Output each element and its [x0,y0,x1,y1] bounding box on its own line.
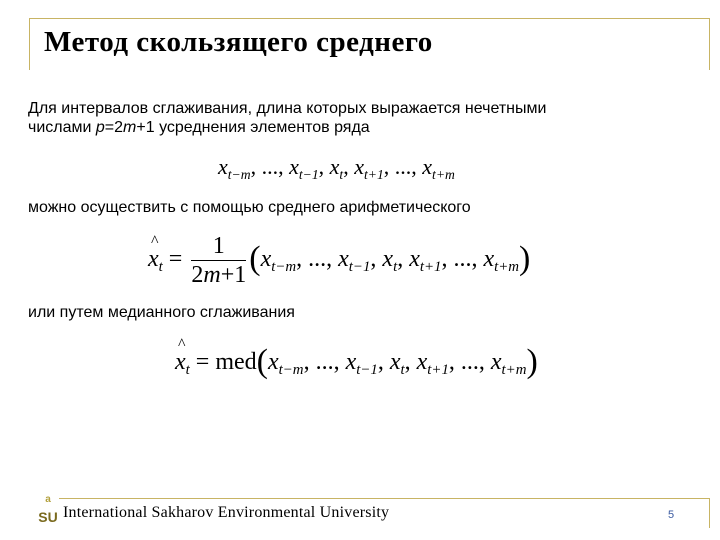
median-formula: ^ $x_t = med(x_{t-m}$, ..., $x_{t-1}$, $x_t$, $x_{t+1}$, ..., $x_{t+m}$) [175,343,538,381]
paragraph-1-line-1: Для интервалов сглаживания, длина которых выражается нечетными [28,100,547,117]
footer-frame-top [37,498,710,499]
paragraph-1 [28,99,546,137]
header-frame-top [29,18,710,19]
page-number: 5 [668,509,675,521]
organization-name: International Sakharov Environmental University [63,504,390,521]
p-formula-inline: p=2m+1 [95,119,155,136]
svg-text:SU: SU [38,509,58,525]
mean-formula: ^ $x_t$ = $\frac{1}{2m+1}$ ($x_{t-m}$, ..., $x_{t-1}$, $x_t$, $x_{t+1}$, ..., $x_{t+m}$) [148,232,530,290]
header-frame-right [709,18,710,70]
slide-title: Метод скользящего среднего [44,26,433,58]
header-frame-left [29,18,30,70]
series-formula: $x_{t-m}$, ..., $x_{t-1}$, $x_t$, $x_{t+1}$, ..., $x_{t+m}$ [218,154,455,182]
paragraph-1-line-2: числами p=2m+1 усреднения элементов ряда [28,119,370,136]
svg-text:a: a [45,494,51,505]
paragraph-3: или путем медианного сглаживания [28,304,295,321]
iseu-logo-icon [37,490,59,528]
footer-frame-right [709,498,710,528]
mean-fraction: $\frac{1}{2m+1}$ [191,233,247,288]
paragraph-2: можно осуществить с помощью среднего арифметического [28,199,471,216]
